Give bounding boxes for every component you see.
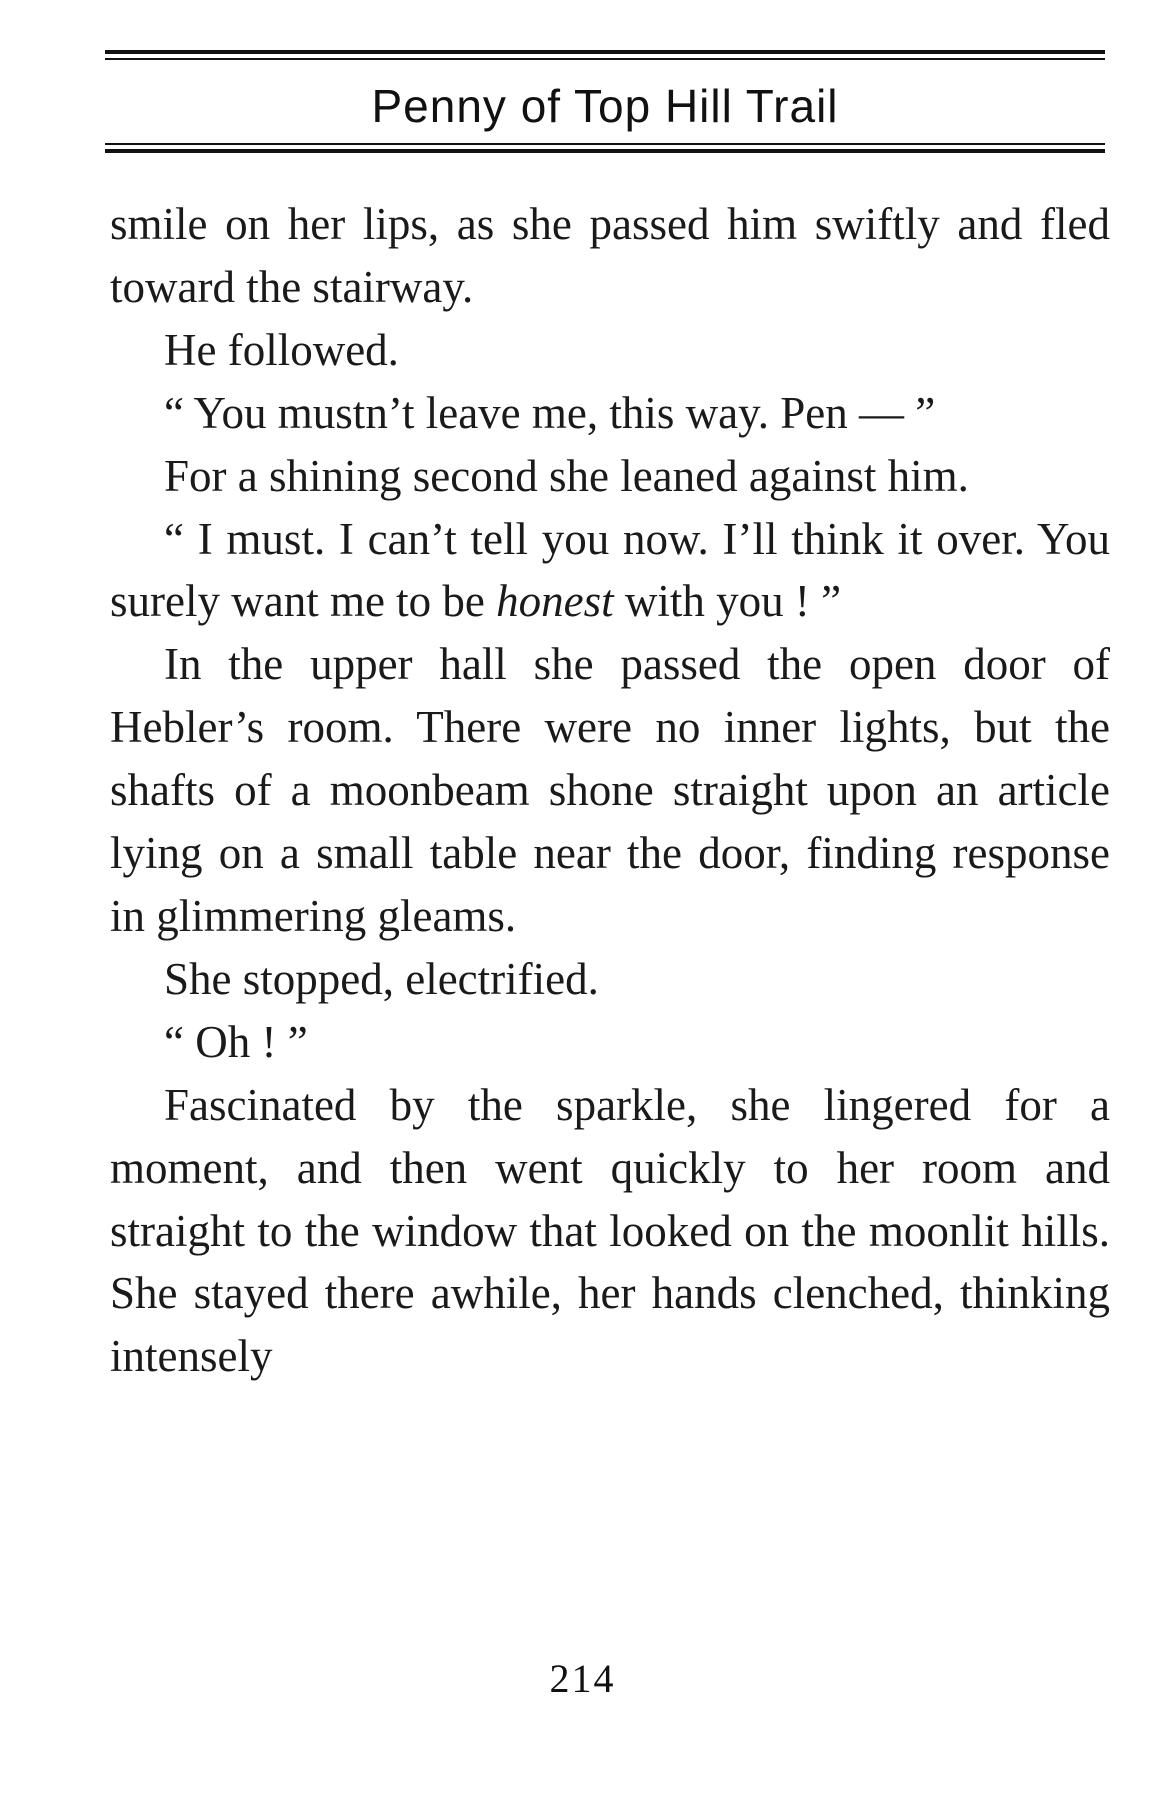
paragraph: Fascinated by the sparkle, she lingered for a moment, and then went quickly to her room and straight to the window that looked on the moonlit hills. She stayed there awhile, her hands clenched, thinking intensely bbox=[110, 1079, 1110, 1382]
paragraph: She stopped, electrified. bbox=[164, 953, 599, 1004]
paragraph: In the upper hall she passed the open door of Hebler’s room. There were no inner lights, but the shafts of a moonbeam shone straight upon an article lying on a small table near the door, finding response in glimmering gleams. bbox=[110, 639, 1110, 941]
paragraph: He followed. bbox=[164, 324, 399, 375]
body-text bbox=[110, 193, 1110, 1388]
header-rule-top bbox=[105, 50, 1105, 54]
page-number: 214 bbox=[549, 1656, 616, 1701]
paragraph bbox=[110, 508, 1110, 634]
paragraph-text: with you ! ” bbox=[613, 576, 842, 627]
header-rule-bottom-inner bbox=[105, 143, 1105, 145]
emphasized-word: honest bbox=[496, 576, 614, 627]
running-title: Penny of Top Hill Trail bbox=[371, 80, 839, 132]
header-rule-bottom bbox=[105, 149, 1105, 153]
paragraph: For a shining second she leaned against him. bbox=[164, 450, 969, 501]
paragraph-text: “ I must. I can’t tell you now. I’ll think it over. You surely want me to be bbox=[110, 513, 1110, 627]
paragraph: “ You mustn’t leave me, this way. Pen — ” bbox=[164, 387, 936, 438]
paragraph-continued: smile on her lips, as she passed him swiftly and fled toward the stairway. bbox=[110, 199, 1110, 312]
header-rule-top-inner bbox=[105, 58, 1105, 60]
paragraph: “ Oh ! ” bbox=[164, 1016, 308, 1067]
